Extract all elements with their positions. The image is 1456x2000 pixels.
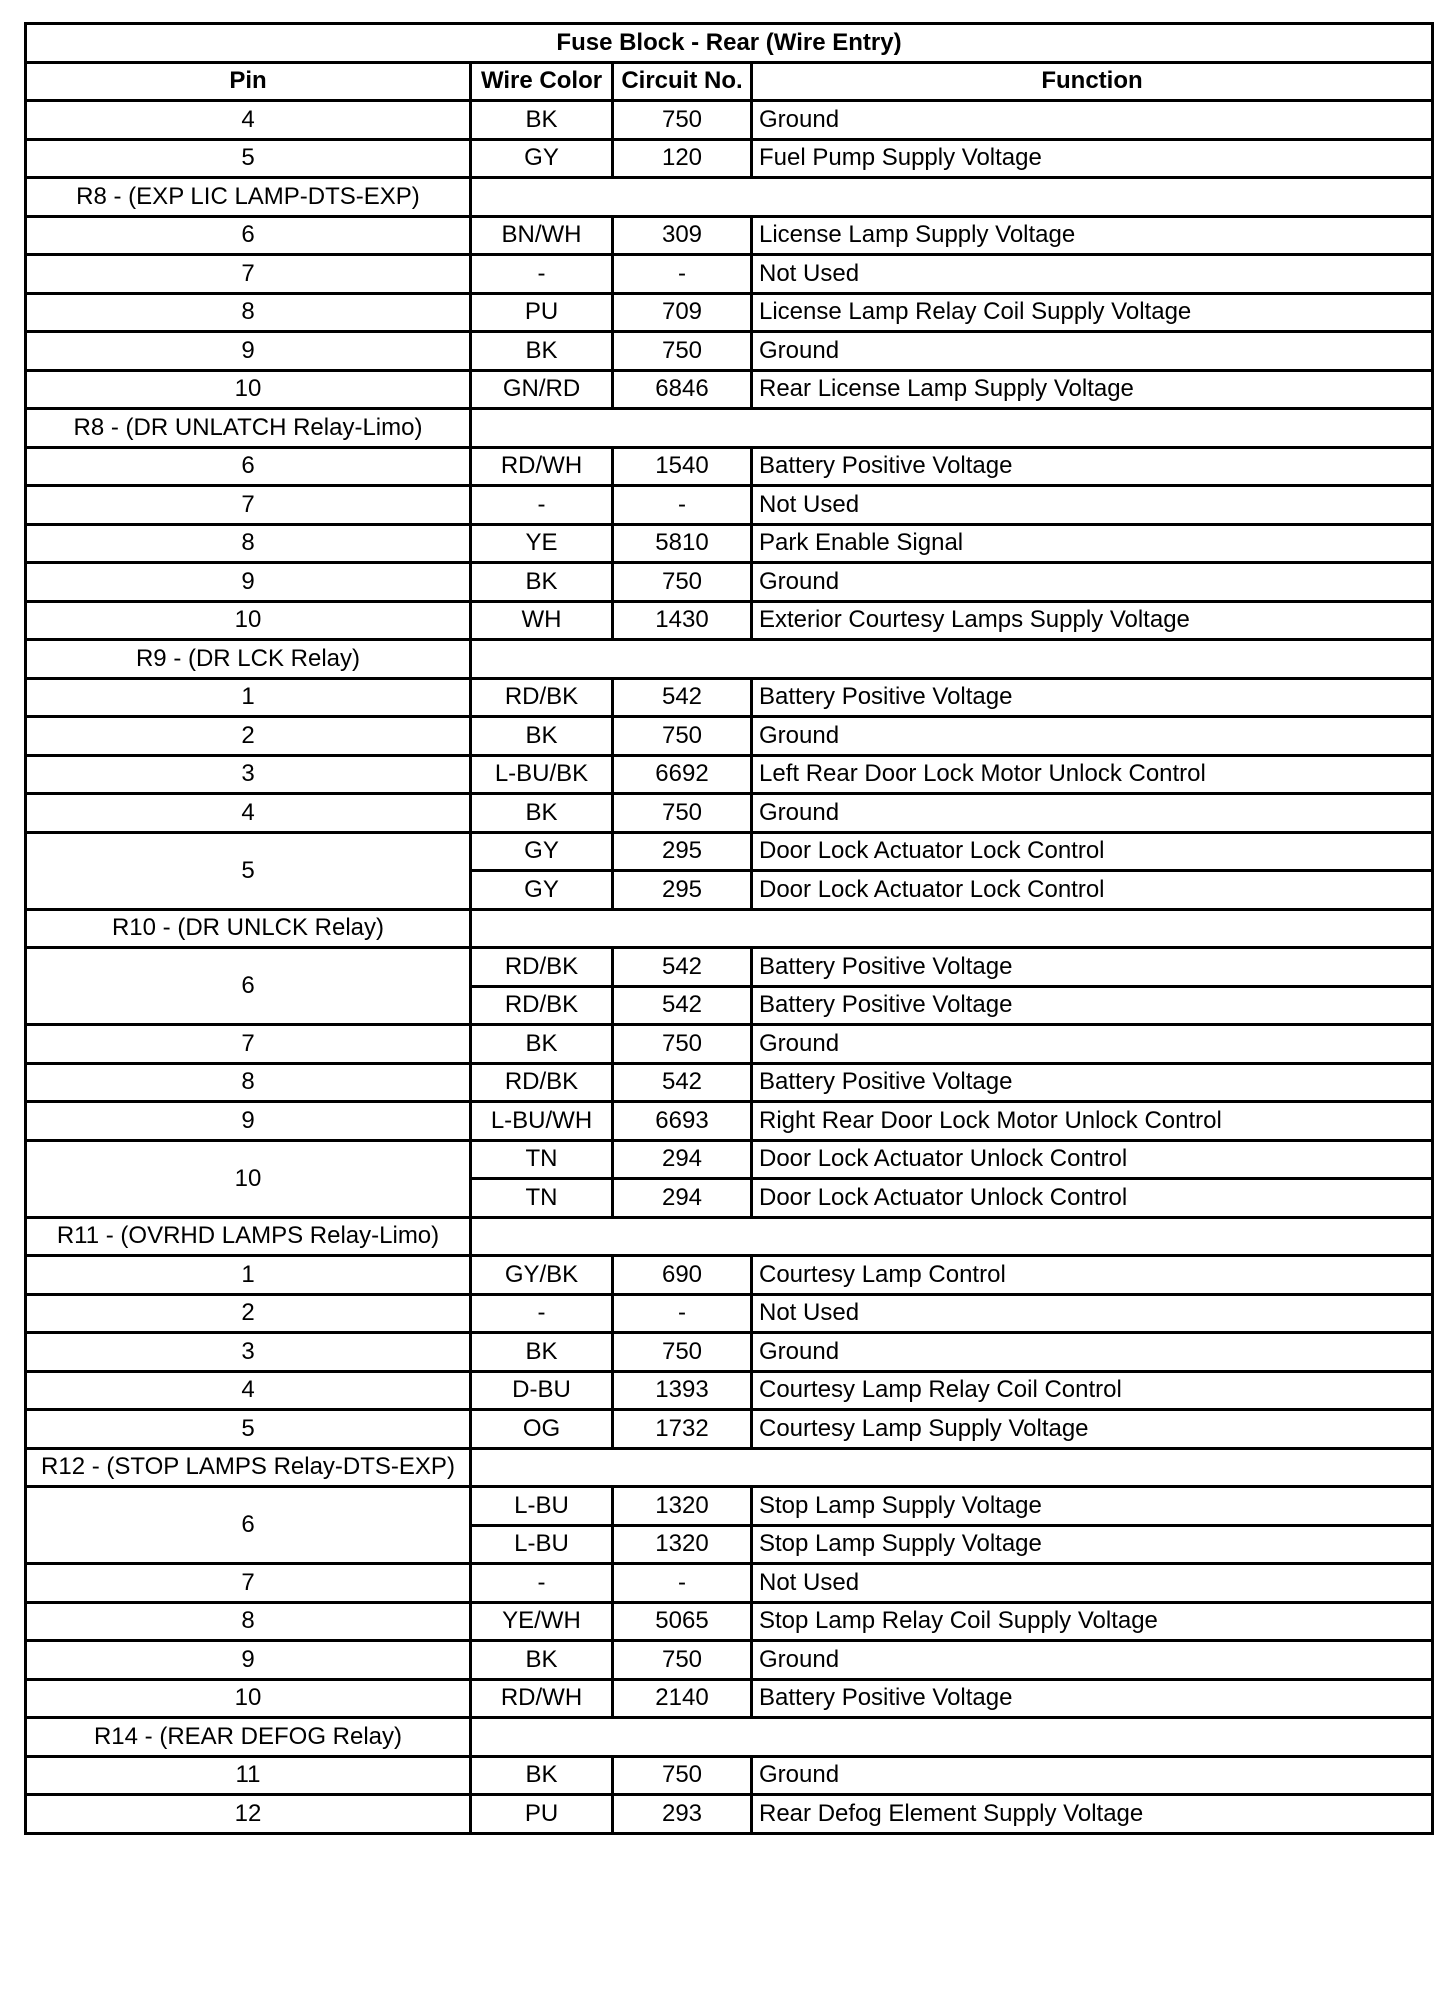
function-cell: Ground — [752, 101, 1433, 140]
table-row — [26, 794, 1433, 833]
section-blank — [471, 409, 1433, 448]
table-row — [26, 1756, 1433, 1795]
function-cell: Ground — [752, 332, 1433, 371]
function-cell: Right Rear Door Lock Motor Unlock Control — [752, 1102, 1433, 1141]
pin-cell: 9 — [26, 332, 471, 371]
wire-color-cell: BK — [471, 717, 613, 756]
pin-cell: 5 — [26, 139, 471, 178]
function-cell: Stop Lamp Relay Coil Supply Voltage — [752, 1602, 1433, 1641]
pin-cell: 2 — [26, 717, 471, 756]
function-cell: Ground — [752, 1756, 1433, 1795]
table-row — [26, 1140, 1433, 1179]
table-row — [26, 139, 1433, 178]
section-row — [26, 1718, 1433, 1757]
wire-color-cell: BK — [471, 1025, 613, 1064]
circuit-cell: 542 — [613, 948, 752, 987]
table-row — [26, 1795, 1433, 1834]
table-row — [26, 1679, 1433, 1718]
function-cell: Stop Lamp Supply Voltage — [752, 1487, 1433, 1526]
pin-cell: 7 — [26, 1025, 471, 1064]
pin-cell: 10 — [26, 370, 471, 409]
table-row — [26, 601, 1433, 640]
circuit-cell: 750 — [613, 1333, 752, 1372]
fuse-block-table — [24, 22, 1434, 1835]
wire-color-cell: BK — [471, 1756, 613, 1795]
wire-color-cell: - — [471, 1564, 613, 1603]
table-row — [26, 524, 1433, 563]
section-row — [26, 1448, 1433, 1487]
section-blank — [471, 1448, 1433, 1487]
circuit-cell: 120 — [613, 139, 752, 178]
circuit-cell: 6846 — [613, 370, 752, 409]
pin-cell: 7 — [26, 486, 471, 525]
circuit-cell: 295 — [613, 832, 752, 871]
wire-color-cell: BK — [471, 101, 613, 140]
circuit-cell: 542 — [613, 1063, 752, 1102]
section-label: R12 - (STOP LAMPS Relay-DTS-EXP) — [26, 1448, 471, 1487]
wire-color-cell: PU — [471, 293, 613, 332]
table-row — [26, 101, 1433, 140]
wire-color-cell: YE/WH — [471, 1602, 613, 1641]
pin-cell: 8 — [26, 524, 471, 563]
wire-color-cell: PU — [471, 1795, 613, 1834]
function-cell: Exterior Courtesy Lamps Supply Voltage — [752, 601, 1433, 640]
table-title: Fuse Block - Rear (Wire Entry) — [26, 24, 1433, 63]
function-cell: Door Lock Actuator Lock Control — [752, 871, 1433, 910]
wire-color-cell: L-BU — [471, 1525, 613, 1564]
section-label: R8 - (EXP LIC LAMP-DTS-EXP) — [26, 178, 471, 217]
wire-color-cell: RD/BK — [471, 948, 613, 987]
wire-color-cell: BK — [471, 332, 613, 371]
wire-color-cell: BK — [471, 794, 613, 833]
function-cell: Battery Positive Voltage — [752, 1063, 1433, 1102]
pin-cell: 9 — [26, 1102, 471, 1141]
function-cell: Ground — [752, 1025, 1433, 1064]
wire-color-cell: RD/BK — [471, 986, 613, 1025]
circuit-cell: - — [613, 1564, 752, 1603]
wire-color-cell: L-BU/WH — [471, 1102, 613, 1141]
table-row — [26, 332, 1433, 371]
function-cell: Door Lock Actuator Unlock Control — [752, 1179, 1433, 1218]
pin-cell: 7 — [26, 255, 471, 294]
pin-cell: 8 — [26, 1063, 471, 1102]
function-cell: Rear Defog Element Supply Voltage — [752, 1795, 1433, 1834]
wire-color-cell: TN — [471, 1140, 613, 1179]
function-cell: Door Lock Actuator Unlock Control — [752, 1140, 1433, 1179]
pin-cell: 8 — [26, 293, 471, 332]
function-cell: License Lamp Relay Coil Supply Voltage — [752, 293, 1433, 332]
wire-color-cell: GY/BK — [471, 1256, 613, 1295]
pin-cell: 10 — [26, 1140, 471, 1217]
function-cell: Ground — [752, 1333, 1433, 1372]
table-row — [26, 216, 1433, 255]
circuit-cell: - — [613, 1294, 752, 1333]
table-row — [26, 1102, 1433, 1141]
header-circuit-no: Circuit No. — [613, 62, 752, 101]
wire-color-cell: GY — [471, 871, 613, 910]
pin-cell: 4 — [26, 794, 471, 833]
wire-color-cell: RD/WH — [471, 447, 613, 486]
circuit-cell: 295 — [613, 871, 752, 910]
table-row — [26, 1256, 1433, 1295]
header-row — [26, 62, 1433, 101]
pin-cell: 6 — [26, 948, 471, 1025]
function-cell: Battery Positive Voltage — [752, 678, 1433, 717]
wire-color-cell: BK — [471, 1641, 613, 1680]
section-blank — [471, 1718, 1433, 1757]
circuit-cell: 294 — [613, 1140, 752, 1179]
wire-color-cell: TN — [471, 1179, 613, 1218]
wire-color-cell: BN/WH — [471, 216, 613, 255]
section-row — [26, 909, 1433, 948]
function-cell: Not Used — [752, 255, 1433, 294]
function-cell: Park Enable Signal — [752, 524, 1433, 563]
section-blank — [471, 178, 1433, 217]
pin-cell: 10 — [26, 1679, 471, 1718]
function-cell: Stop Lamp Supply Voltage — [752, 1525, 1433, 1564]
function-cell: Battery Positive Voltage — [752, 447, 1433, 486]
pin-cell: 6 — [26, 216, 471, 255]
function-cell: Not Used — [752, 1564, 1433, 1603]
wire-color-cell: BK — [471, 563, 613, 602]
wire-color-cell: RD/BK — [471, 678, 613, 717]
table-row — [26, 1371, 1433, 1410]
table-row — [26, 1025, 1433, 1064]
function-cell: Battery Positive Voltage — [752, 948, 1433, 987]
circuit-cell: 309 — [613, 216, 752, 255]
header-function: Function — [752, 62, 1433, 101]
circuit-cell: 1320 — [613, 1525, 752, 1564]
function-cell: Fuel Pump Supply Voltage — [752, 139, 1433, 178]
function-cell: Ground — [752, 794, 1433, 833]
pin-cell: 8 — [26, 1602, 471, 1641]
pin-cell: 10 — [26, 601, 471, 640]
circuit-cell: 1540 — [613, 447, 752, 486]
header-wire-color: Wire Color — [471, 62, 613, 101]
section-label: R11 - (OVRHD LAMPS Relay-Limo) — [26, 1217, 471, 1256]
function-cell: License Lamp Supply Voltage — [752, 216, 1433, 255]
pin-cell: 7 — [26, 1564, 471, 1603]
circuit-cell: 750 — [613, 717, 752, 756]
circuit-cell: 5065 — [613, 1602, 752, 1641]
pin-cell: 12 — [26, 1795, 471, 1834]
circuit-cell: 6692 — [613, 755, 752, 794]
section-row — [26, 409, 1433, 448]
wire-color-cell: L-BU/BK — [471, 755, 613, 794]
pin-cell: 3 — [26, 755, 471, 794]
table-row — [26, 1294, 1433, 1333]
wire-color-cell: - — [471, 486, 613, 525]
wire-color-cell: GN/RD — [471, 370, 613, 409]
pin-cell: 4 — [26, 101, 471, 140]
pin-cell: 5 — [26, 832, 471, 909]
circuit-cell: 1732 — [613, 1410, 752, 1449]
pin-cell: 6 — [26, 1487, 471, 1564]
section-blank — [471, 1217, 1433, 1256]
circuit-cell: 709 — [613, 293, 752, 332]
circuit-cell: 750 — [613, 794, 752, 833]
circuit-cell: 750 — [613, 1641, 752, 1680]
table-body — [26, 101, 1433, 1834]
table-row — [26, 370, 1433, 409]
function-cell: Courtesy Lamp Control — [752, 1256, 1433, 1295]
circuit-cell: 293 — [613, 1795, 752, 1834]
table-row — [26, 293, 1433, 332]
section-row — [26, 1217, 1433, 1256]
pin-cell: 6 — [26, 447, 471, 486]
function-cell: Battery Positive Voltage — [752, 986, 1433, 1025]
table-row — [26, 1410, 1433, 1449]
wire-color-cell: RD/WH — [471, 1679, 613, 1718]
wire-color-cell: GY — [471, 139, 613, 178]
function-cell: Door Lock Actuator Lock Control — [752, 832, 1433, 871]
section-label: R10 - (DR UNLCK Relay) — [26, 909, 471, 948]
function-cell: Ground — [752, 717, 1433, 756]
pin-cell: 9 — [26, 1641, 471, 1680]
wire-color-cell: L-BU — [471, 1487, 613, 1526]
section-row — [26, 178, 1433, 217]
circuit-cell: 750 — [613, 332, 752, 371]
table-row — [26, 486, 1433, 525]
circuit-cell: 750 — [613, 101, 752, 140]
wire-color-cell: OG — [471, 1410, 613, 1449]
wire-color-cell: GY — [471, 832, 613, 871]
pin-cell: 2 — [26, 1294, 471, 1333]
wire-color-cell: RD/BK — [471, 1063, 613, 1102]
wire-color-cell: - — [471, 255, 613, 294]
circuit-cell: - — [613, 486, 752, 525]
function-cell: Rear License Lamp Supply Voltage — [752, 370, 1433, 409]
table-row — [26, 717, 1433, 756]
table-row — [26, 1564, 1433, 1603]
pin-cell: 3 — [26, 1333, 471, 1372]
circuit-cell: - — [613, 255, 752, 294]
function-cell: Ground — [752, 563, 1433, 602]
circuit-cell: 690 — [613, 1256, 752, 1295]
table-row — [26, 678, 1433, 717]
table-row — [26, 1333, 1433, 1372]
pin-cell: 4 — [26, 1371, 471, 1410]
pin-cell: 1 — [26, 1256, 471, 1295]
function-cell: Battery Positive Voltage — [752, 1679, 1433, 1718]
section-row — [26, 640, 1433, 679]
circuit-cell: 750 — [613, 1025, 752, 1064]
wire-color-cell: D-BU — [471, 1371, 613, 1410]
table-row — [26, 755, 1433, 794]
table-row — [26, 1602, 1433, 1641]
circuit-cell: 2140 — [613, 1679, 752, 1718]
pin-cell: 9 — [26, 563, 471, 602]
wire-color-cell: WH — [471, 601, 613, 640]
circuit-cell: 542 — [613, 678, 752, 717]
circuit-cell: 750 — [613, 563, 752, 602]
pin-cell: 1 — [26, 678, 471, 717]
section-label: R14 - (REAR DEFOG Relay) — [26, 1718, 471, 1757]
table-row — [26, 1063, 1433, 1102]
section-label: R8 - (DR UNLATCH Relay-Limo) — [26, 409, 471, 448]
section-blank — [471, 640, 1433, 679]
circuit-cell: 6693 — [613, 1102, 752, 1141]
pin-cell: 5 — [26, 1410, 471, 1449]
table-row — [26, 563, 1433, 602]
circuit-cell: 542 — [613, 986, 752, 1025]
circuit-cell: 750 — [613, 1756, 752, 1795]
section-label: R9 - (DR LCK Relay) — [26, 640, 471, 679]
title-row — [26, 24, 1433, 63]
wire-color-cell: YE — [471, 524, 613, 563]
wire-color-cell: - — [471, 1294, 613, 1333]
function-cell: Not Used — [752, 486, 1433, 525]
wire-color-cell: BK — [471, 1333, 613, 1372]
table-row — [26, 255, 1433, 294]
table-row — [26, 1487, 1433, 1526]
table-row — [26, 948, 1433, 987]
circuit-cell: 5810 — [613, 524, 752, 563]
function-cell: Courtesy Lamp Supply Voltage — [752, 1410, 1433, 1449]
circuit-cell: 294 — [613, 1179, 752, 1218]
function-cell: Left Rear Door Lock Motor Unlock Control — [752, 755, 1433, 794]
header-pin: Pin — [26, 62, 471, 101]
pin-cell: 11 — [26, 1756, 471, 1795]
function-cell: Not Used — [752, 1294, 1433, 1333]
circuit-cell: 1430 — [613, 601, 752, 640]
function-cell: Courtesy Lamp Relay Coil Control — [752, 1371, 1433, 1410]
circuit-cell: 1393 — [613, 1371, 752, 1410]
section-blank — [471, 909, 1433, 948]
circuit-cell: 1320 — [613, 1487, 752, 1526]
table-row — [26, 1641, 1433, 1680]
table-row — [26, 447, 1433, 486]
function-cell: Ground — [752, 1641, 1433, 1680]
table-row — [26, 832, 1433, 871]
